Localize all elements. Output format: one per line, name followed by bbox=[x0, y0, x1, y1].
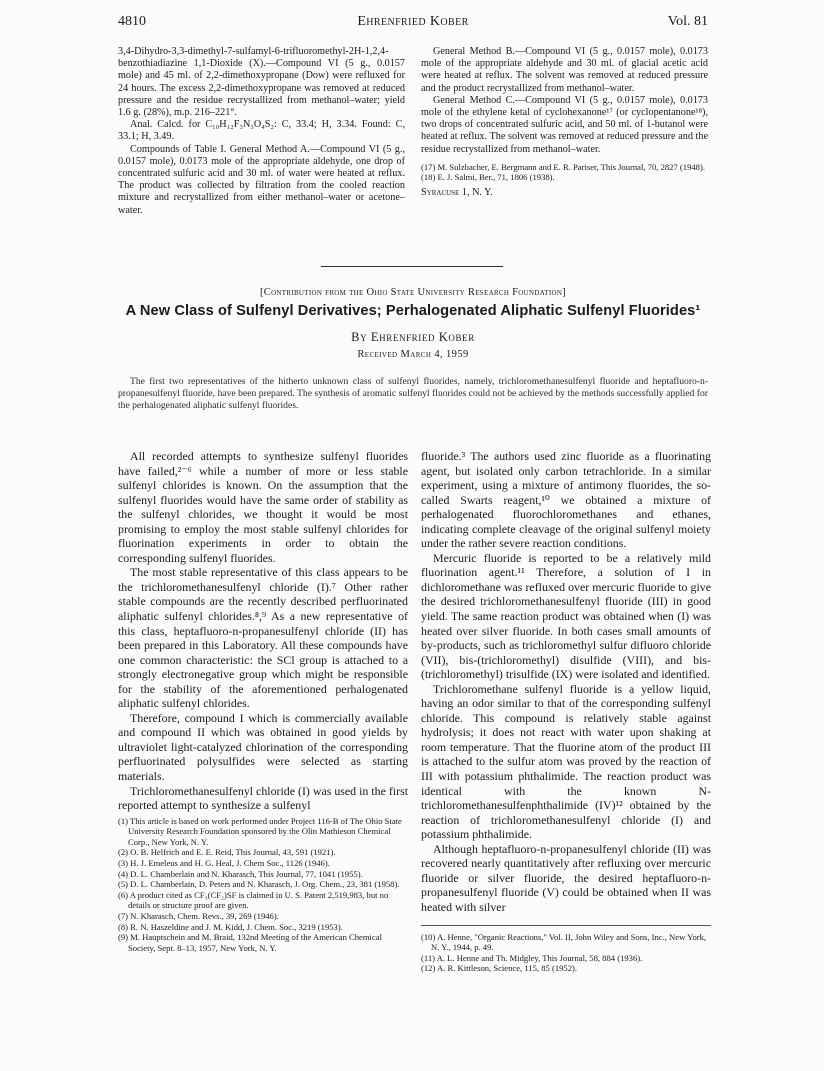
article-title: A New Class of Sulfenyl Derivatives; Perhalogenated Aliphatic Sulfenyl Fluorides¹ bbox=[125, 303, 701, 319]
body-paragraph: All recorded attempts to synthesize sulfenyl fluorides have failed,²⁻⁶ while a number of more or less stable sulfenyl chlorides is known. On the assumption that the sulfenyl fluorides would have the same order of stability as the sulfenyl chlorides, we thought it would be most promising to employ the most stable sulfenyl chlorides for fluorination experiments in order to obtain the corresponding sulfenyl fluorides. bbox=[118, 449, 408, 565]
experimental-paragraph: 3,4-Dihydro-3,3-dimethyl-7-sulfamyl-6-trifluoromethyl-2H-1,2,4-benzothiadiazine 1,1-Dioxide (X).—Compound VI (5 g., 0.0157 mole) and 45 ml. of 2,2-dimethoxypropane (Dow) were refluxed for 24 hours. The excess 2,2-dimethoxypropane was removed at reduced pressure and the residue recrystallized from methanol–water; yield 1.6 g. (28%), m.p. 216–221°. bbox=[118, 46, 405, 119]
previous-article-experimental-left bbox=[118, 46, 405, 217]
body-paragraph: Trichloromethanesulfenyl chloride (I) was used in the first reported attempt to synthesize a sulfenyl bbox=[118, 783, 408, 813]
footnote: (18) E. J. Salmi, Ber., 71, 1806 (1938). bbox=[421, 172, 555, 183]
volume-label: Vol. 81 bbox=[667, 14, 708, 29]
footnote: (4) D. L. Chamberlain and N. Kharasch, This Journal, 77, 1041 (1955). bbox=[118, 868, 363, 879]
page-header bbox=[118, 14, 708, 34]
section-divider bbox=[321, 266, 503, 267]
footnotes bbox=[421, 162, 708, 183]
abstract: The first two representatives of the hitherto unknown class of sulfenyl fluorides, namely, trichloromethanesulfenyl fluoride and heptafluoro-n-propanesulfenyl fluoride, have been prepared. The synthesis of aromatic sulfenyl fluorides could not be achieved by the methods successfully applied for the perhalogenated aliphatic sulfenyl fluorides. bbox=[118, 376, 708, 411]
footnote: (9) M. Hauptschein and M. Braid, 132nd Meeting of the American Chemical Society, Sept. 8–13, 1957, New York, N. Y. bbox=[118, 932, 382, 953]
footnote: (5) D. L. Chamberlain, D. Peters and N. Kharasch, J. Org. Chem., 23, 381 (1958). bbox=[118, 879, 400, 890]
body-paragraph: Mercuric fluoride is reported to be a relatively mild fluorination agent.¹¹ Therefore, a solution of I in dichloromethane was refluxed over mercuric fluoride to give the desired trichloromethanesulfenyl fluoride (III) in good yield. The same reaction product was obtained when (I) was heated over silver fluoride. In both cases small amounts of by-products, such as trichloromethyl sulfur difluoro chloride (VII), bis-(trichloromethyl) disulfide (VIII), and bis-(trichloromethyl) trisulfide (IX) were isolated and identified. bbox=[421, 550, 711, 682]
signoff-location: Syracuse 1, N. Y. bbox=[421, 187, 493, 199]
footnote: (7) N. Kharasch, Chem. Revs., 39, 269 (1946). bbox=[118, 911, 279, 922]
experimental-paragraph: General Method C.—Compound VI (5 g., 0.0157 mole), 0.0173 mole of the ethylene ketal of cyclohexanone¹⁷ (or cyclopentanone¹⁸), two drops of concentrated sulfuric acid, and 50 ml. of 1-butanol were heated at reflux. The solvent was removed at reduced pressure and the residue recrystallized from methanol–water. bbox=[421, 94, 708, 155]
footnotes bbox=[118, 816, 408, 954]
footnote: (10) A. Henne, "Organic Reactions," Vol. II, John Wiley and Sons, Inc., New York, N. Y., 1944, p. 49. bbox=[421, 931, 707, 953]
author-byline: By Ehrenfried Kober bbox=[351, 330, 475, 344]
running-head: Ehrenfried Kober bbox=[357, 14, 469, 29]
received-date: Received March 4, 1959 bbox=[357, 349, 469, 360]
body-paragraph: The most stable representative of this class appears to be the trichloromethanesulfenyl chloride (I).⁷ Other rather stable compounds are the recently described perfluorinated aliphatic sulfenyl chlorides.⁸,⁹ As a new representative of this class, heptafluoro-n-propanesulfenyl chloride (II) has been prepared in this Laboratory. All these compounds have one common characteristic: the SCl group is attached to a strongly electronegative group which might be responsible for the stability of the aforementioned perhalogenated aliphatic sulfenyl chlorides. bbox=[118, 565, 408, 711]
body-paragraph: Although heptafluoro-n-propanesulfenyl chloride (II) was recovered nearly quantitatively after refluxing over mercuric fluoride or silver fluoride, the desired heptafluoro-n-propanesulfenyl fluoride (V) could be obtained when II was heated with silver bbox=[421, 841, 711, 914]
previous-article-experimental-right bbox=[421, 46, 708, 199]
analysis-paragraph: Anal. Calcd. for C₁₀H₁₂F₃N₃O₄S₂: C, 33.4; H, 3.34. Found: C, 33.1; H, 3.49. bbox=[118, 119, 405, 143]
footnote: (3) H. J. Emeleus and H. G. Heal, J. Chem Soc., 1126 (1946). bbox=[118, 858, 330, 869]
footnote: (6) A product cited as CF₃(CF₂)SF is claimed in U. S. Patent 2,519,983, but no details or structure proof are given. bbox=[118, 889, 389, 911]
body-paragraph: Therefore, compound I which is commercially available and compound II which was obtained in good yields by ultraviolet light-catalyzed chlorination of the corresponding perfluorinated polysulfides were selected as starting materials. bbox=[118, 710, 408, 784]
footnote: (11) A. L. Henne and Th. Midgley, This Journal, 58, 884 (1936). bbox=[421, 952, 643, 963]
footnote: (2) O. B. Helfrich and E. E. Reid, This Journal, 43, 591 (1921). bbox=[118, 847, 336, 858]
footnote: (12) A. R. Kittleson, Science, 115, 85 (1952). bbox=[421, 963, 578, 974]
footnotes bbox=[421, 925, 711, 974]
footnote: (8) R. N. Haszeldine and J. M. Kidd, J. Chem. Soc., 3219 (1953). bbox=[118, 921, 343, 932]
page-number: 4810 bbox=[118, 14, 146, 29]
body-column-left bbox=[118, 449, 408, 953]
body-column-right bbox=[421, 449, 711, 974]
contribution-line: [Contribution from the Ohio State University Research Foundation] bbox=[259, 287, 567, 298]
experimental-paragraph: Compounds of Table I. General Method A.—Compound VI (5 g., 0.0157 mole), 0.0173 mole of the appropriate aldehyde, one drop of concentrated sulfuric acid and 30 ml. of water were heated at reflux. The product was collected by filtration from the cooled reaction mixture and recrystallized from either methanol–water or acetone–water. bbox=[118, 143, 405, 216]
body-paragraph: Trichloromethane sulfenyl fluoride is a yellow liquid, having an odor similar to that of the corresponding sulfenyl chloride. This compound is relatively stable against hydrolysis; it does not react with water upon shaking at room temperature. That the fluorine atom of the product III is attached to the sulfur atom was proved by the reaction of III with potassium phthalimide. The reaction product was identical with the known N-trichloromethanesulfenphthalimide (IV)¹² obtained by the reaction of trichloromethanesulfenyl chloride (I) and potassium phthalimide. bbox=[421, 681, 711, 842]
footnote: (17) M. Sulzbacher, E. Bergmann and E. R. Pariser, This Journal, 70, 2827 (1948). bbox=[421, 161, 705, 172]
body-paragraph: fluoride.³ The authors used zinc fluoride as a fluorinating agent, but isolated only carbon tetrachloride. In a similar experiment, using a mixture of antimony fluorides, the so-called Swarts reagent,¹⁰ we obtained a mixture of perhalogenated fluorochloromethanes and ethanes, indicating complete cleavage of the original sulfenyl moiety under the rather severe reaction conditions. bbox=[421, 449, 711, 551]
experimental-paragraph: General Method B.—Compound VI (5 g., 0.0157 mole), 0.0173 mole of the appropriate aldehyde and 30 ml. of glacial acetic acid were heated at reflux. The solvent was removed at reduced pressure and the product recrystallized from methanol–water. bbox=[421, 46, 708, 94]
footnote: (1) This article is based on work performed under Project 116-B of The Ohio State University Research Foundation sponsored by the Olin Mathieson Chemical Corp., New York, N. Y. bbox=[118, 815, 402, 847]
